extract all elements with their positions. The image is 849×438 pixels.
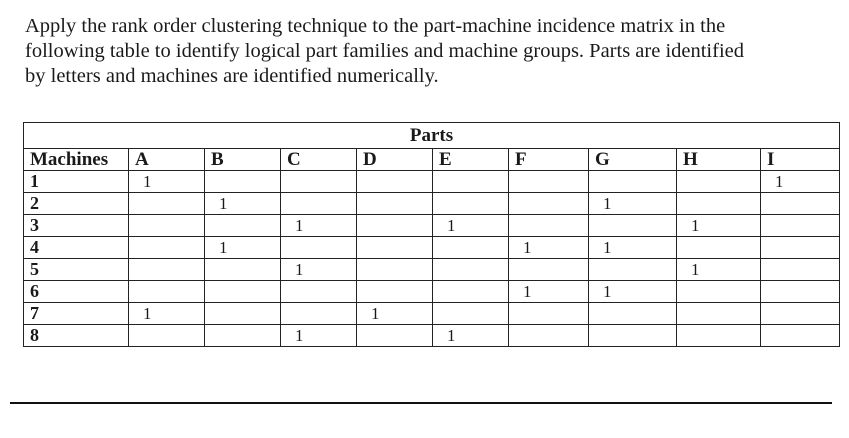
incidence-cell: 1	[677, 259, 761, 281]
incidence-cell	[589, 259, 677, 281]
incidence-cell: 1	[509, 281, 589, 303]
incidence-cell	[589, 171, 677, 193]
problem-line-1: Apply the rank order clustering technique to the part-machine incidence matrix in the	[25, 15, 726, 37]
incidence-cell	[761, 215, 840, 237]
incidence-cell	[357, 193, 433, 215]
incidence-cell	[677, 325, 761, 347]
incidence-cell	[129, 281, 205, 303]
incidence-cell: 1	[281, 215, 357, 237]
incidence-cell: 1	[589, 281, 677, 303]
part-header-d: D	[357, 149, 433, 171]
incidence-cell	[433, 171, 509, 193]
machine-label: 6	[24, 281, 129, 303]
machine-label: 3	[24, 215, 129, 237]
machine-row	[24, 325, 840, 347]
incidence-matrix-table	[23, 122, 840, 347]
machine-row	[24, 303, 840, 325]
parts-title-row	[24, 123, 840, 149]
incidence-cell	[433, 193, 509, 215]
machine-label: 5	[24, 259, 129, 281]
incidence-cell: 1	[677, 215, 761, 237]
incidence-cell	[509, 215, 589, 237]
incidence-cell	[129, 325, 205, 347]
incidence-cell	[677, 193, 761, 215]
part-header-c: C	[281, 149, 357, 171]
incidence-cell: 1	[357, 303, 433, 325]
machine-row	[24, 259, 840, 281]
machine-label: 1	[24, 171, 129, 193]
incidence-cell	[129, 215, 205, 237]
incidence-cell: 1	[589, 193, 677, 215]
incidence-cell	[205, 281, 281, 303]
incidence-cell: 1	[281, 259, 357, 281]
machine-row	[24, 281, 840, 303]
incidence-cell	[205, 303, 281, 325]
machine-label: 4	[24, 237, 129, 259]
incidence-cell	[281, 171, 357, 193]
matrix-body	[24, 171, 840, 347]
column-header-row	[24, 149, 840, 171]
machine-row	[24, 171, 840, 193]
incidence-cell	[281, 193, 357, 215]
incidence-cell	[205, 325, 281, 347]
incidence-cell	[281, 281, 357, 303]
problem-statement	[25, 14, 825, 89]
incidence-cell	[433, 281, 509, 303]
part-header-i: I	[761, 149, 840, 171]
incidence-cell: 1	[205, 237, 281, 259]
incidence-cell	[677, 237, 761, 259]
machine-row	[24, 237, 840, 259]
incidence-cell	[509, 193, 589, 215]
incidence-cell	[589, 215, 677, 237]
problem-line-2: following table to identify logical part families and machine groups. Parts are identified	[25, 40, 745, 62]
incidence-cell	[589, 325, 677, 347]
incidence-cell	[205, 171, 281, 193]
part-header-b: B	[205, 149, 281, 171]
incidence-cell	[357, 325, 433, 347]
incidence-cell	[433, 237, 509, 259]
incidence-cell	[129, 259, 205, 281]
incidence-cell	[281, 303, 357, 325]
incidence-cell	[761, 237, 840, 259]
incidence-cell	[509, 303, 589, 325]
incidence-cell	[281, 237, 357, 259]
machine-row	[24, 193, 840, 215]
incidence-cell: 1	[205, 193, 281, 215]
incidence-cell	[761, 193, 840, 215]
incidence-cell	[205, 259, 281, 281]
incidence-cell: 1	[761, 171, 840, 193]
part-header-a: A	[129, 149, 205, 171]
incidence-cell	[761, 325, 840, 347]
incidence-cell	[357, 281, 433, 303]
part-header-h: H	[677, 149, 761, 171]
incidence-cell	[761, 303, 840, 325]
problem-line-3: by letters and machines are identified numerically.	[25, 65, 439, 87]
incidence-cell: 1	[433, 215, 509, 237]
bottom-divider	[10, 402, 832, 404]
parts-title: Parts	[24, 123, 840, 149]
incidence-cell	[677, 281, 761, 303]
incidence-cell	[357, 259, 433, 281]
incidence-cell	[205, 215, 281, 237]
incidence-cell	[677, 171, 761, 193]
part-header-e: E	[433, 149, 509, 171]
incidence-cell	[357, 171, 433, 193]
incidence-cell	[357, 237, 433, 259]
incidence-cell	[589, 303, 677, 325]
incidence-cell	[433, 303, 509, 325]
incidence-cell	[509, 171, 589, 193]
machine-label: 2	[24, 193, 129, 215]
incidence-cell	[357, 215, 433, 237]
incidence-cell	[433, 259, 509, 281]
machine-label: 8	[24, 325, 129, 347]
incidence-cell: 1	[129, 303, 205, 325]
incidence-cell: 1	[129, 171, 205, 193]
machine-row	[24, 215, 840, 237]
incidence-cell	[129, 237, 205, 259]
incidence-cell	[509, 259, 589, 281]
incidence-cell: 1	[509, 237, 589, 259]
incidence-cell: 1	[281, 325, 357, 347]
machine-label: 7	[24, 303, 129, 325]
part-header-f: F	[509, 149, 589, 171]
incidence-cell: 1	[433, 325, 509, 347]
part-header-g: G	[589, 149, 677, 171]
incidence-cell	[677, 303, 761, 325]
incidence-cell	[761, 259, 840, 281]
incidence-cell	[509, 325, 589, 347]
machines-header: Machines	[24, 149, 129, 171]
incidence-cell	[129, 193, 205, 215]
incidence-cell: 1	[589, 237, 677, 259]
incidence-cell	[761, 281, 840, 303]
